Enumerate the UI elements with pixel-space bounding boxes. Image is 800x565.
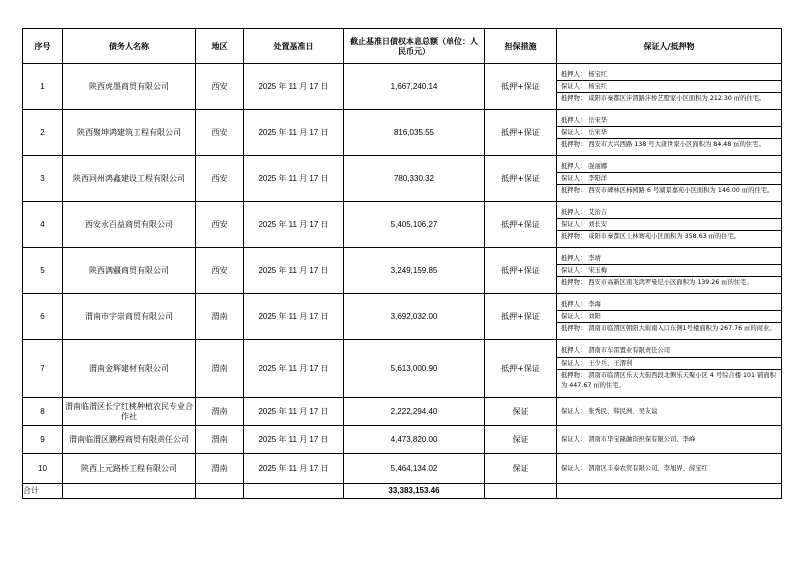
guarantor-line: 抵押人： 杨宝红 bbox=[557, 69, 781, 81]
base-date: 2025 年 11 月 17 日 bbox=[244, 202, 344, 248]
debtor-name: 陕西聚坤鸿建筑工程有限公司 bbox=[63, 110, 196, 156]
base-date: 2025 年 11 月 17 日 bbox=[244, 454, 344, 484]
guarantor-cell bbox=[557, 426, 782, 454]
debtor-name: 西安永百益商贸有限公司 bbox=[63, 202, 196, 248]
base-date: 2025 年 11 月 17 日 bbox=[244, 248, 344, 294]
table-row bbox=[23, 426, 782, 454]
debt-amount: 5,464,134.02 bbox=[344, 454, 485, 484]
guarantor-cell bbox=[557, 398, 782, 426]
guarantor-line: 抵押物： 西安市高新区南飞鸿罗曼尼小区面积为 139.26 ㎡的住宅。 bbox=[561, 279, 753, 287]
guarantor-line: 保证人： 王少兵、王渭利 bbox=[557, 358, 781, 370]
region: 西安 bbox=[196, 156, 244, 202]
guarantor-line: 抵押物： 渭南市临渭区乐天大街西段北侧乐天聚小区 4 号综合楼 101 铺面积为 447.67 ㎡的住宅。 bbox=[561, 371, 776, 389]
guarantor-line: 抵押人： 李靖 bbox=[557, 253, 781, 265]
guarantor-line: 抵押物： 咸阳市秦都区沣渭路沣桥艺墅家小区面积为 212.30 ㎡的住宅。 bbox=[561, 95, 766, 103]
header-debtor: 债务人名称 bbox=[63, 29, 196, 64]
debtor-name: 渭南市宇崇商贸有限公司 bbox=[63, 294, 196, 340]
debtor-name: 陕西同州鸿鑫建设工程有限公司 bbox=[63, 156, 196, 202]
table-row bbox=[23, 156, 782, 202]
region: 渭南 bbox=[196, 454, 244, 484]
security-measure: 抵押+保证 bbox=[485, 202, 557, 248]
table-row bbox=[23, 248, 782, 294]
row-index: 7 bbox=[23, 340, 63, 398]
guarantor-line: 抵押物： 西安市大兴西路 138 号大唐世家小区面积为 84.48 ㎡的住宅。 bbox=[561, 141, 765, 149]
security-measure: 抵押+保证 bbox=[485, 156, 557, 202]
guarantor-line: 抵押人： 强丽娜 bbox=[557, 161, 781, 173]
guarantor-cell bbox=[557, 202, 782, 248]
row-index: 8 bbox=[23, 398, 63, 426]
debt-amount: 5,613,000.90 bbox=[344, 340, 485, 398]
debt-amount: 3,692,032.00 bbox=[344, 294, 485, 340]
guarantor-line: 抵押人： 渭南市车雷置业有限责任公司 bbox=[557, 345, 781, 357]
security-measure: 抵押+保证 bbox=[485, 110, 557, 156]
guarantor-line: 抵押人： 李海 bbox=[557, 299, 781, 311]
guarantor-line: 保证人： 刘长安 bbox=[557, 219, 781, 231]
guarantor-line: 抵押物： 西安市碑林区柿园路 6 号湖景嘉苑小区面积为 146.00 ㎡的住宅。 bbox=[561, 187, 774, 195]
guarantor-line: 抵押人： 艾治吉 bbox=[557, 207, 781, 219]
guarantor-line: 保证人： 宋玉梅 bbox=[557, 265, 781, 277]
guarantor-cell bbox=[557, 340, 782, 398]
table-row bbox=[23, 64, 782, 110]
guarantor-line: 保证人： 李阳洋 bbox=[557, 173, 781, 185]
region: 渭南 bbox=[196, 340, 244, 398]
total-empty-cell bbox=[196, 484, 244, 499]
total-empty-cell bbox=[244, 484, 344, 499]
region: 西安 bbox=[196, 202, 244, 248]
debtor-name: 渭南金辉建材有限公司 bbox=[63, 340, 196, 398]
debtor-name: 渭南临渭区鹏程商贸有限责任公司 bbox=[63, 426, 196, 454]
header-amount: 截止基准日债权本息总额（单位：人民币元） bbox=[344, 29, 485, 64]
region: 西安 bbox=[196, 64, 244, 110]
region: 渭南 bbox=[196, 426, 244, 454]
row-index: 9 bbox=[23, 426, 63, 454]
guarantor-cell bbox=[557, 454, 782, 484]
base-date: 2025 年 11 月 17 日 bbox=[244, 426, 344, 454]
debtor-name: 陕西虎墨商贸有限公司 bbox=[63, 64, 196, 110]
guarantor-line: 保证人： 渭南市华宝隆融资担保有限公司、李峰 bbox=[561, 435, 696, 443]
table-row bbox=[23, 340, 782, 398]
base-date: 2025 年 11 月 17 日 bbox=[244, 64, 344, 110]
row-index: 6 bbox=[23, 294, 63, 340]
guarantor-line: 保证人： 岳宋华 bbox=[557, 127, 781, 139]
guarantor-line: 保证人： 渭南区丰泰农贸有限公司、李旭界、薛宝红 bbox=[561, 464, 708, 472]
security-measure: 保证 bbox=[485, 454, 557, 484]
base-date: 2025 年 11 月 17 日 bbox=[244, 110, 344, 156]
row-index: 4 bbox=[23, 202, 63, 248]
security-measure: 抵押+保证 bbox=[485, 294, 557, 340]
debt-amount: 2,222,294.40 bbox=[344, 398, 485, 426]
header-security: 担保措施 bbox=[485, 29, 557, 64]
header-row bbox=[23, 29, 782, 64]
debt-amount: 1,667,240.14 bbox=[344, 64, 485, 110]
header-index: 序号 bbox=[23, 29, 63, 64]
table-row bbox=[23, 454, 782, 484]
debt-amount: 780,330.32 bbox=[344, 156, 485, 202]
security-measure: 保证 bbox=[485, 426, 557, 454]
row-index: 3 bbox=[23, 156, 63, 202]
region: 渭南 bbox=[196, 294, 244, 340]
guarantor-cell bbox=[557, 156, 782, 202]
debt-amount: 5,405,106.27 bbox=[344, 202, 485, 248]
region: 渭南 bbox=[196, 398, 244, 426]
total-amount: 33,383,153.46 bbox=[344, 484, 485, 499]
header-date: 处置基准日 bbox=[244, 29, 344, 64]
security-measure: 抵押+保证 bbox=[485, 64, 557, 110]
table-row bbox=[23, 202, 782, 248]
total-empty-cell bbox=[485, 484, 557, 499]
guarantor-cell bbox=[557, 294, 782, 340]
base-date: 2025 年 11 月 17 日 bbox=[244, 340, 344, 398]
region: 西安 bbox=[196, 248, 244, 294]
debt-table bbox=[22, 28, 782, 499]
debt-amount: 816,035.55 bbox=[344, 110, 485, 156]
total-empty-cell bbox=[557, 484, 782, 499]
base-date: 2025 年 11 月 17 日 bbox=[244, 156, 344, 202]
guarantor-line: 抵押物： 咸阳市秦都区上林赛苑小区面积为 358.63 ㎡的住宅。 bbox=[561, 233, 741, 241]
header-guarantor: 保证人/抵押物 bbox=[557, 29, 782, 64]
total-row bbox=[23, 484, 782, 499]
debtor-name: 渭南临渭区长宁红桃种植农民专业合作社 bbox=[63, 398, 196, 426]
base-date: 2025 年 11 月 17 日 bbox=[244, 398, 344, 426]
table-row bbox=[23, 294, 782, 340]
guarantor-line: 保证人： 张秀民、韩民洲、吴友谊 bbox=[561, 407, 658, 415]
row-index: 10 bbox=[23, 454, 63, 484]
region: 西安 bbox=[196, 110, 244, 156]
guarantor-line: 抵押人： 岳宋华 bbox=[557, 115, 781, 127]
debt-amount: 3,249,159.85 bbox=[344, 248, 485, 294]
guarantor-line: 保证人： 杨宝红 bbox=[557, 81, 781, 93]
total-label: 合计 bbox=[23, 484, 63, 499]
row-index: 2 bbox=[23, 110, 63, 156]
header-region: 地区 bbox=[196, 29, 244, 64]
security-measure: 抵押+保证 bbox=[485, 248, 557, 294]
guarantor-cell bbox=[557, 248, 782, 294]
row-index: 5 bbox=[23, 248, 63, 294]
guarantor-line: 抵押物： 渭南市临渭区朝阳大街南入口东侧1号楼面积为 267.76 ㎡的商业。 bbox=[561, 325, 776, 333]
row-index: 1 bbox=[23, 64, 63, 110]
base-date: 2025 年 11 月 17 日 bbox=[244, 294, 344, 340]
total-empty-cell bbox=[63, 484, 196, 499]
table-row bbox=[23, 110, 782, 156]
debt-amount: 4,473,820.00 bbox=[344, 426, 485, 454]
debtor-name: 陕西上元路桥工程有限公司 bbox=[63, 454, 196, 484]
security-measure: 抵押+保证 bbox=[485, 340, 557, 398]
debtor-name: 陕西满疆商贸有限公司 bbox=[63, 248, 196, 294]
guarantor-cell bbox=[557, 64, 782, 110]
security-measure: 保证 bbox=[485, 398, 557, 426]
guarantor-line: 保证人： 刘阳 bbox=[557, 311, 781, 323]
table-row bbox=[23, 398, 782, 426]
guarantor-cell bbox=[557, 110, 782, 156]
